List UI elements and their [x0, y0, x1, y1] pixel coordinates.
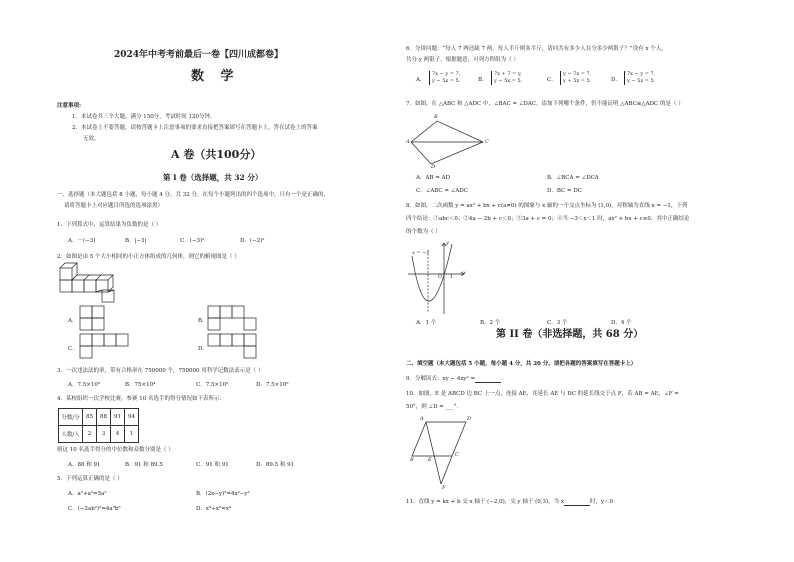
- q6-system: 7x − y = 7, y − 5x = 5.: [624, 71, 655, 85]
- point-label: F: [442, 485, 446, 491]
- q8-option: A．1 个: [416, 320, 437, 326]
- q9-stem: 9．分解因式：xy − 4xy² = ．: [406, 376, 507, 382]
- q4-ask: 则这 10 名选手得分的中位数和众数分别是（ ）: [57, 447, 174, 453]
- point-label: D: [431, 164, 436, 170]
- q4-stem: 4．某校组织一次学校比赛，参赛 10 名选手的得分情况如下表所示：: [57, 396, 225, 402]
- q6-stem: 共分 y 两银子，根据题意，可列方程组为（ ）: [406, 57, 519, 63]
- q4-option: B．91 和 89.5: [125, 462, 163, 468]
- q8-stem: 四个结论：①abc＜0；②4a − 2b + c＜0；③3a + c = 0；④当 −3＜x＜1 时，ax² + bx + c≤0．其中正确结论: [406, 216, 690, 222]
- q1-option: D．(−2)²: [240, 238, 265, 244]
- graph-label: x: [463, 270, 466, 276]
- point-label: B: [434, 114, 438, 120]
- notice-item: 2．本试卷上不要答题，请按答题卡上注意事项的要求直接把答案填写在答题卡上，答在试卷上的答案: [72, 125, 318, 131]
- cube-solid-figure: [58, 266, 128, 306]
- notice-heading: 注意事项:: [57, 103, 82, 109]
- table-cell: 88: [97, 409, 111, 426]
- table-row: [59, 409, 139, 426]
- q3-option: D．7.5×10⁶: [256, 382, 289, 388]
- graph-label: y: [446, 240, 449, 246]
- q1-stem: 1．下列算式中，运算结果为负数的是（ ）: [57, 222, 162, 228]
- q4-option: D．89.5 和 91: [256, 462, 295, 468]
- notice-item: 无效。: [83, 136, 100, 142]
- point-label: C: [455, 452, 459, 458]
- graph-label: 1: [450, 274, 454, 280]
- q6-system: y − 7x = 7, y + 5x = 5.: [560, 71, 591, 85]
- q6-option: C．: [547, 77, 557, 83]
- q6-system: 7x − y = 7, y − 5x = 5.: [429, 71, 460, 85]
- point-label: E: [428, 457, 432, 463]
- q5-stem: 5．下列运算正确的是（ ）: [57, 476, 123, 482]
- q2-stem: 2．如图是由 5 个大小相同的小正方体组成的几何体，则它的俯视图是（ ）: [57, 254, 240, 260]
- q11-stem: 11．直线 y = kx + b 交 x 轴于 (−2,0)，交 y 轴于 (0,3)，当 x 时，y＜0: [406, 499, 614, 505]
- score-table: [58, 408, 139, 443]
- q7-option: D．BC = DC: [547, 188, 582, 194]
- subject-title: 数 学: [191, 69, 240, 84]
- q6-system: 7x + 7 = y, y − 5x = 5.: [491, 71, 522, 85]
- graph-label: O: [438, 274, 443, 280]
- q2-option-label: C．: [68, 346, 78, 352]
- point-label: A: [406, 139, 410, 145]
- table-cell: 2: [83, 426, 97, 443]
- q1-option: B．|−3|: [125, 238, 147, 244]
- table-cell: 3: [97, 426, 111, 443]
- q7-option: C．∠ABC = ∠ADC: [416, 188, 468, 194]
- part1-title: 第 I 卷（选择题，共 32 分）: [163, 173, 263, 182]
- fill-instructions: 二、填空题（本大题包括 5 小题，每小题 4 分，共 20 分。请把各题的答案填写在答题卡上）: [406, 361, 637, 367]
- q6-option: B．: [478, 77, 488, 83]
- q3-option: C．7.5×10⁵: [196, 382, 229, 388]
- q4-option: C．91 和 91: [196, 462, 229, 468]
- notice-item: 1．本试卷共三个大题，满分 150分，考试时间 120分钟。: [72, 114, 216, 120]
- q6-option: D．: [611, 77, 621, 83]
- q3-option: A．7.5×10³: [68, 382, 101, 388]
- q10-stem: 50°，则 ∠D = ___°．: [406, 404, 463, 410]
- q7-option: B．∠BCA = ∠DCA: [547, 175, 599, 181]
- point-label: C: [485, 139, 489, 145]
- q2-option-c-figure: [80, 334, 140, 360]
- q5-option: A．a²+a³=5a⁵: [68, 491, 107, 497]
- q8-stem: 8．如图，二次函数 y = ax² + bx + c(a≠0) 的图象与 x 轴的一个交点坐标为 (1,0)，对称轴为直线 x = −1，下列: [406, 203, 688, 209]
- q4-option: A．88 和 91: [68, 462, 101, 468]
- q8-option: D．4 个: [611, 320, 632, 326]
- q10-parallelogram-figure: [408, 418, 478, 490]
- q2-option-label: B．: [198, 318, 208, 324]
- point-label: D: [467, 416, 472, 422]
- table-cell: 1: [125, 426, 139, 443]
- q10-stem: 10．如图，E 是 ABCD 边 BC 上一点，连接 AE，并延长 AE 与 DC 的延长线交于点 F，若 AB = AE，∠F =: [406, 391, 679, 397]
- q5-option: D．x⁶÷x²=x⁴: [196, 506, 232, 512]
- table-row: [59, 426, 139, 443]
- q3-stem: 3．一次违法法的率，带有合格率在 750000 个，750000 用科学记数法表示是（ ）: [57, 368, 264, 374]
- q8-option: B．2 个: [480, 320, 501, 326]
- q2-option-d-figure: [208, 334, 268, 360]
- q1-option: C．(−3)²: [180, 238, 205, 244]
- q3-option: B．75×10⁴: [125, 382, 156, 388]
- q2-option-a-figure: [80, 306, 120, 332]
- choice-instructions: 一、选择题（本大题包括 8 小题，每小题 4 分，共 32 分。在每个小题列出的四个选项中，只有一个是正确的，: [57, 192, 329, 198]
- table-cell: 85: [83, 409, 97, 426]
- exam-title: 2024年中考考前最后一卷【四川成都卷】: [114, 50, 284, 60]
- point-label: B: [410, 457, 414, 463]
- choice-instructions: 请将答题卡上对应题目所选的选项涂黑）: [64, 203, 164, 209]
- table-cell: 人数/人: [59, 426, 83, 443]
- section-a-title: A 卷（共100分）: [171, 148, 262, 161]
- q5-option: C．(−2ab²)³=4a³b⁶: [68, 506, 121, 512]
- q6-stem: 6．分饼问题：“每人 7 两还缺 7 两，每人半斤则多半斤，请问共有多少人在分多少两银子？”设有 x 个人，: [406, 46, 667, 52]
- part2-title: 第 II 卷（非选择题，共 68 分）: [496, 329, 644, 340]
- graph-label: x = −1: [412, 250, 430, 256]
- q7-option: A．AB = AD: [416, 175, 450, 181]
- q7-stem: 7．如图，在 △ABC 和 △ADC 中，∠BAC = ∠DAC，添加下列哪个条件，仍不能证明 △ABC≌△ADC 的是（ ）: [406, 101, 684, 107]
- q8-option: C．3 个: [547, 320, 568, 326]
- q8-stem: 的个数为（ ）: [406, 229, 441, 235]
- point-label: A: [420, 416, 424, 422]
- q1-option: A．－(−3): [68, 238, 96, 244]
- table-cell: 91: [111, 409, 125, 426]
- table-cell: 94: [125, 409, 139, 426]
- q6-option: A．: [416, 77, 426, 83]
- table-cell: 4: [111, 426, 125, 443]
- table-cell: 分数/分: [59, 409, 83, 426]
- q2-option-label: A．: [68, 318, 78, 324]
- q5-option: B．(2x−y)²=4x²−y²: [196, 491, 250, 497]
- q2-option-label: D．: [198, 346, 208, 352]
- q2-option-b-figure: [208, 306, 268, 332]
- q7-quadrilateral-figure: [406, 115, 496, 170]
